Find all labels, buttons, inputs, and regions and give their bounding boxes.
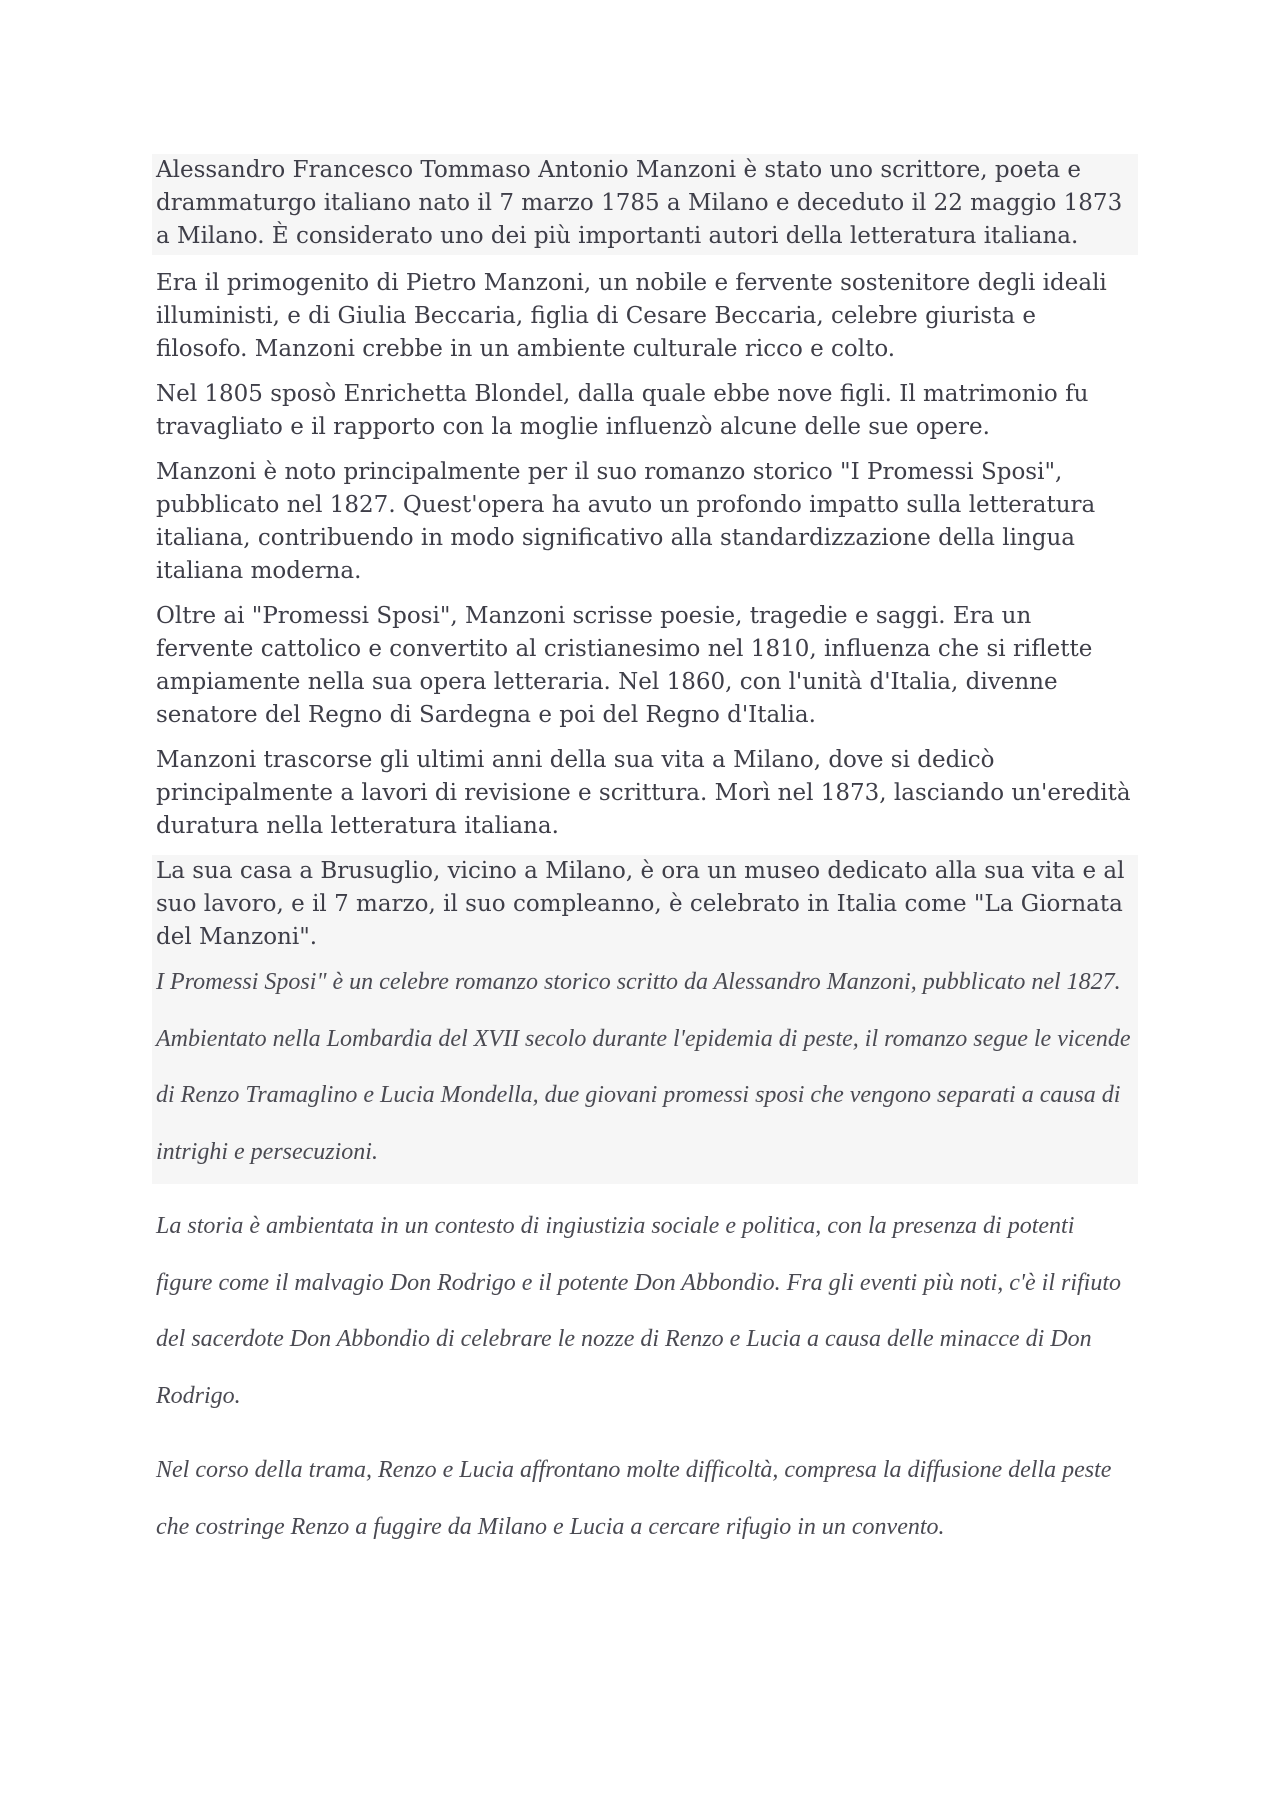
document-page	[152, 154, 1138, 1555]
paragraph-promessi-sposi: Manzoni è noto principalmente per il suo romanzo storico "I Promessi Sposi", pubblicato nel 1827. Quest'opera ha avuto un profondo impatto sulla letteratura italiana, contribuendo in modo significativo alla standardizzazione della lingua italiana moderna.	[156, 459, 1096, 584]
paragraph-museum: La sua casa a Brusuglio, vicino a Milano, è ora un museo dedicato alla sua vita e al suo lavoro, e il 7 marzo, il suo compleanno, è celebrato in Italia come "La Giornata del Manzoni".	[156, 858, 1125, 950]
italic-paragraph-plot: Nel corso della trama, Renzo e Lucia affrontano molte difficoltà, compresa la diffusione della peste che costringe Renzo a fuggire da Milano e Lucia a cercare rifugio in un convento.	[156, 1457, 1112, 1540]
paragraph-intro: Alessandro Francesco Tommaso Antonio Manzoni è stato uno scrittore, poeta e drammaturgo italiano nato il 7 marzo 1785 a Milano e deceduto il 22 maggio 1873 a Milano. È considerato uno dei più importanti autori della letteratura italiana.	[152, 154, 1138, 255]
italic-paragraph-novel: I Promessi Sposi" è un celebre romanzo storico scritto da Alessandro Manzoni, pubblicato nel 1827. Ambientato nella Lombardia del XVII secolo durante l'epidemia di peste, il romanzo segue le vicende di Renzo Tramaglino e Lucia Mondella, due giovani promessi sposi che vengono separati a causa di intrighi e persecuzioni.	[156, 969, 1131, 1165]
paragraph-family: Era il primogenito di Pietro Manzoni, un nobile e fervente sostenitore degli ideali illuministi, e di Giulia Beccaria, figlia di Cesare Beccaria, celebre giurista e filosofo. Manzoni crebbe in un ambiente culturale ricco e colto.	[156, 270, 1107, 362]
paragraph-marriage: Nel 1805 sposò Enrichetta Blondel, dalla quale ebbe nove figli. Il matrimonio fu travagliato e il rapporto con la moglie influenzò alcune delle sue opere.	[156, 381, 1089, 440]
italic-paragraph-story: La storia è ambientata in un contesto di ingiustizia sociale e politica, con la presenza di potenti figure come il malvagio Don Rodrigo e il potente Don Abbondio. Fra gli eventi più noti, c'è il rifiuto del sacerdote Don Abbondio di celebrare le nozze di Renzo e Lucia a causa delle minacce di Don Rodrigo.	[156, 1213, 1122, 1409]
paragraph-other-works: Oltre ai "Promessi Sposi", Manzoni scrisse poesie, tragedie e saggi. Era un fervente cattolico e convertito al cristianesimo nel 1810, influenza che si riflette ampiamente nella sua opera letteraria. Nel 1860, con l'unità d'Italia, divenne senatore del Regno di Sardegna e poi del Regno d'Italia.	[156, 603, 1093, 728]
paragraph-last-years: Manzoni trascorse gli ultimi anni della sua vita a Milano, dove si dedicò principalmente a lavori di revisione e scrittura. Morì nel 1873, lasciando un'eredità duratura nella letteratura italiana.	[156, 747, 1131, 839]
shaded-block	[152, 855, 1138, 1184]
